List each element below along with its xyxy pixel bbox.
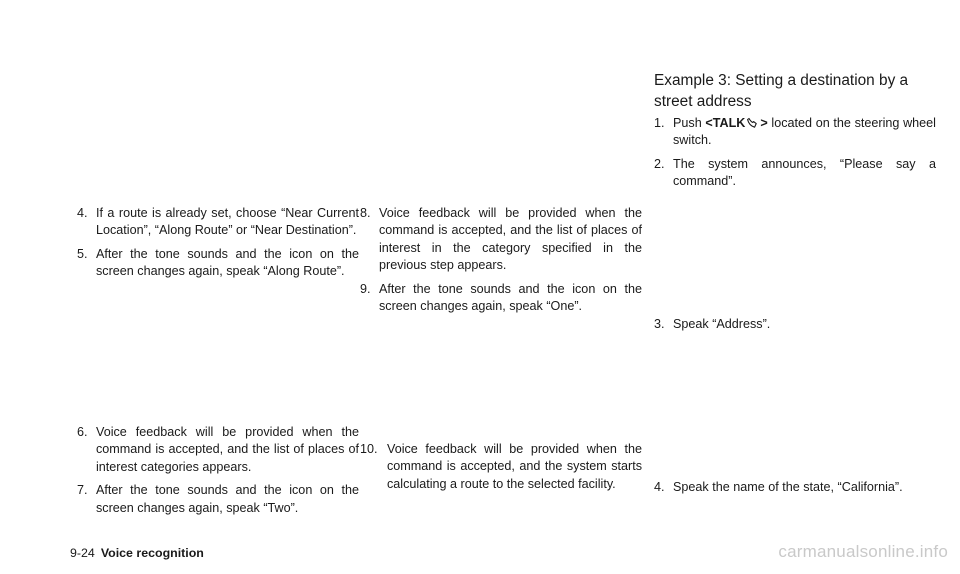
section-title: Voice recognition [100,546,204,560]
page-footer [70,545,204,561]
talk-key-open: <TALK [705,116,746,130]
steps-4-5 [77,205,359,281]
step-9 [360,281,642,316]
steps-1-2 [654,115,936,191]
step-7 [77,482,359,517]
step-5 [77,246,359,281]
step-10 [360,441,642,493]
step-number: 9. [360,281,371,296]
talk-switch-icon [746,117,758,129]
step-8 [360,205,642,275]
column-3-step-3 [654,316,936,339]
step-number: 3. [654,317,665,331]
step-text: After the tone sounds and the icon on the screen changes again, speak “Along Route”. [96,246,359,279]
talk-key-label [705,116,767,130]
step-2 [654,156,936,191]
step-text: Voice feedback will be provided when the command is accepted, and the system starts calculating a route to the selected facility. [387,442,642,491]
step-4 [77,205,359,240]
steps-10 [360,441,642,493]
step-number: 4. [654,480,665,494]
column-3-step-4 [654,479,936,502]
steps-6-7 [77,424,359,517]
step-text-post: located on the steering wheel switch. [673,116,936,148]
steps-8-9 [360,205,642,315]
step-number: 5. [77,246,88,261]
step-number: 2. [654,156,665,171]
watermark: carmanualsonline.info [778,542,948,561]
step-text: Voice feedback will be provided when the command is accepted, and the list of places of interest in the category specified in the previous step appears. [379,206,642,273]
steps-3 [654,316,936,333]
section-heading: Example 3: Setting a destination by a street address [654,72,909,110]
step-text: Speak the name of the state, “California”. [673,480,903,494]
column-3 [654,70,936,197]
step-6 [77,424,359,476]
step-number: 7. [77,483,88,498]
column-1 [77,205,359,287]
step-text-pre: Push [673,116,706,130]
step-1 [654,115,936,150]
step-text: After the tone sounds and the icon on the screen changes again, speak “Two”. [96,483,359,515]
step-4-state [654,479,936,496]
step-number: 10. [360,442,378,456]
step-text: The system announces, “Please say a command”. [673,156,936,189]
step-number: 4. [77,206,88,220]
step-number: 1. [654,116,665,130]
column-1-lower [77,424,359,523]
steps-4 [654,479,936,496]
page-number: 9-24 [70,546,95,560]
column-2 [360,205,642,321]
step-text: Voice feedback will be provided when the command is accepted, and the list of places of interest categories appears. [96,425,359,474]
step-number: 6. [77,425,88,439]
talk-key-close: > [760,116,768,130]
step-text: After the tone sounds and the icon on the screen changes again, speak “One”. [379,281,642,314]
step-number: 8. [360,206,371,220]
step-3 [654,316,936,333]
step-text: If a route is already set, choose “Near Current Location”, “Along Route” or “Near Destination”. [96,206,359,238]
step-text: Speak “Address”. [673,317,771,331]
column-2-lower [360,441,642,499]
